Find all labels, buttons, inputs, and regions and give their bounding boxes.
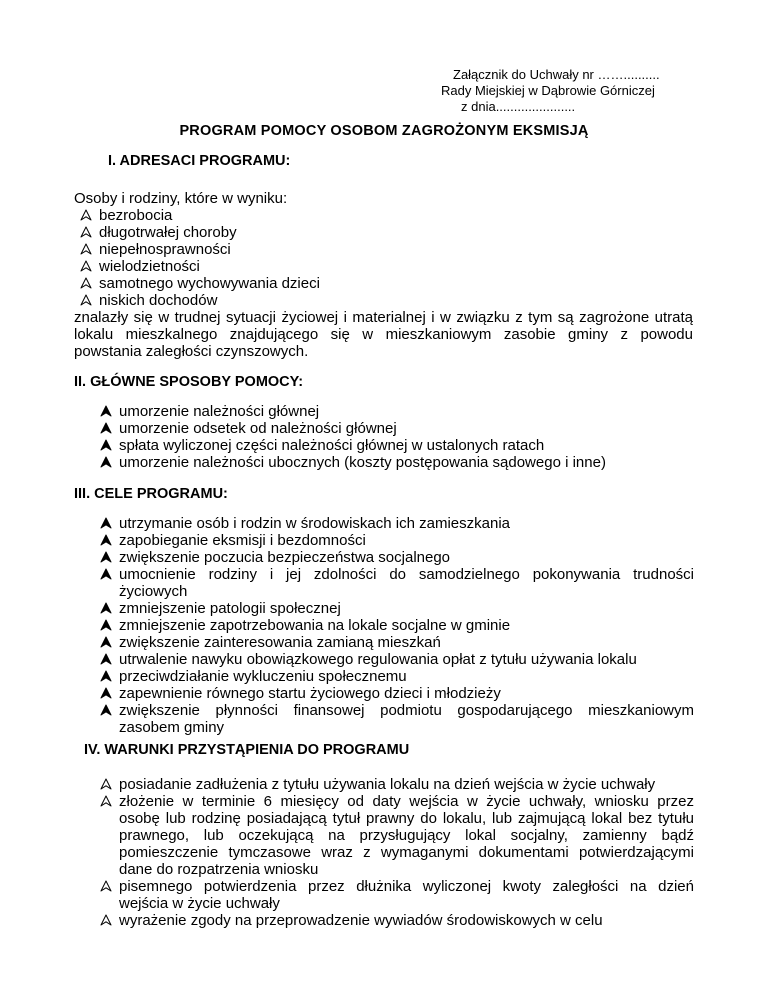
list-item-text [119,776,694,793]
list-item-text: samotnego wychowywania dzieci [99,275,320,292]
list-item [74,420,694,437]
list-item-text [119,566,694,600]
list-item-line: dane do rozpatrzenia wniosku [119,861,319,878]
list-item-line: zapobieganie eksmisji i bezdomności [119,532,366,549]
list-item [74,403,694,420]
list-item-text [119,532,694,549]
arrowhead-bullet-icon [100,914,112,926]
list-item-text [119,793,694,878]
arrowhead-bullet-icon [100,704,112,716]
list-item-line: wejścia w życie uchwały [119,895,280,912]
list-item-line: przeciwdziałanie wykluczeniu społecznemu [119,668,407,685]
section-3-heading: III. CELE PROGRAMU: [74,486,228,502]
list-item [74,878,694,912]
list-item [74,437,694,454]
arrowhead-bullet-icon [100,422,112,434]
list-item [74,617,694,634]
section-1-intro: Osoby i rodziny, które w wyniku: [74,190,288,207]
list-item-line: utrwalenie nawyku obowiązkowego regulowania opłat z tytułu używania lokalu [119,651,637,668]
list-item [74,258,694,275]
arrowhead-bullet-icon [100,880,112,892]
list-item-line: utrzymanie osób i rodzin w środowiskach ich zamieszkania [119,515,510,532]
list-item-text [119,878,694,912]
paragraph-line: lokalu mieszkalnego znajdującego się w mieszkaniowym zasobie gminy z powodu [74,326,693,343]
list-item-line: pomieszczenie tymczasowe wraz z wymaganymi dokumentami potwierdzającymi [119,844,694,861]
list-item [74,454,694,471]
arrowhead-bullet-icon [80,209,92,221]
paragraph-line: powstania zaległości czynszowych. [74,343,309,360]
list-item-text: bezrobocia [99,207,173,224]
list-item [74,702,694,736]
list-item-line: zmniejszenie zapotrzebowania na lokale socjalne w gminie [119,617,511,634]
list-item-text: umorzenie należności głównej [119,403,320,420]
arrowhead-bullet-icon [100,602,112,614]
list-item-line: prawnego, lub oczekującą na przysługujący lokal socjalny, zamienny bądź [119,827,694,844]
arrowhead-bullet-icon [80,277,92,289]
list-item-text [119,668,694,685]
section-1-heading: I. ADRESACI PROGRAMU: [108,153,291,169]
list-item [74,668,694,685]
arrowhead-bullet-icon [80,226,92,238]
section-3-list [74,515,694,736]
list-item-text [119,702,694,736]
list-item-text [119,685,694,702]
arrowhead-bullet-icon [100,405,112,417]
list-item-text: spłata wyliczonej części należności głównej w ustalonych ratach [119,437,545,454]
list-item-text: długotrwałej choroby [99,224,237,241]
list-item-text [119,549,694,566]
list-item [74,685,694,702]
list-item-line: wyrażenie zgody na przeprowadzenie wywiadów środowiskowych w celu [119,912,603,929]
list-item-line: zapewnienie równego startu życiowego dzieci i młodzieży [119,685,501,702]
section-1-list [74,207,694,309]
list-item [74,634,694,651]
list-item [74,549,694,566]
list-item-line: posiadanie zadłużenia z tytułu używania lokalu na dzień wejścia w życie uchwały [119,776,656,793]
list-item [74,793,694,878]
list-item [74,651,694,668]
list-item-line: zmniejszenie patologii społecznej [119,600,341,617]
list-item-text [119,600,694,617]
arrowhead-bullet-icon [100,551,112,563]
list-item-line: zwiększenie poczucia bezpieczeństwa socjalnego [119,549,451,566]
section-2-heading: II. GŁÓWNE SPOSOBY POMOCY: [74,374,304,390]
arrowhead-bullet-icon [100,619,112,631]
section-4-heading: IV. WARUNKI PRZYSTĄPIENIA DO PROGRAMU [84,742,410,758]
arrowhead-bullet-icon [100,636,112,648]
list-item-line: złożenie w terminie 6 miesięcy od daty wejścia w życie uchwały, wniosku przez [119,793,694,810]
list-item [74,241,694,258]
attachment-line-2: Rady Miejskiej w Dąbrowie Górniczej [441,83,655,98]
list-item-line: zasobem gminy [119,719,225,736]
arrowhead-bullet-icon [100,653,112,665]
list-item-line: pisemnego potwierdzenia przez dłużnika wyliczonej kwoty zaległości na dzień [119,878,694,895]
list-item-text [119,651,694,668]
attachment-line-3: z dnia...................... [461,99,576,114]
list-item [74,224,694,241]
list-item-text [119,617,694,634]
list-item-text: wielodzietności [99,258,200,275]
document-title: PROGRAM POMOCY OSOBOM ZAGROŻONYM EKSMISJĄ [179,123,589,139]
list-item-text [119,912,694,929]
list-item [74,292,694,309]
list-item [74,912,694,929]
arrowhead-bullet-icon [100,795,112,807]
list-item-line: umocnienie rodziny i jej zdolności do samodzielnego pokonywania trudności [119,566,694,583]
list-item [74,207,694,224]
arrowhead-bullet-icon [100,517,112,529]
list-item [74,515,694,532]
list-item-text [119,515,694,532]
list-item-line: zwiększenie płynności finansowej podmiotu gospodarującego mieszkaniowym [119,702,694,719]
arrowhead-bullet-icon [100,568,112,580]
arrowhead-bullet-icon [80,243,92,255]
section-4-list [74,776,694,929]
list-item-line: osobę lub rodzinę posiadającą tytuł prawny do lokalu, lub zajmującą lokal bez tytułu [119,810,694,827]
list-item-text: umorzenie należności ubocznych (koszty postępowania sądowego i inne) [119,454,606,471]
arrowhead-bullet-icon [80,260,92,272]
arrowhead-bullet-icon [100,439,112,451]
list-item-line: zwiększenie zainteresowania zamianą mieszkań [119,634,441,651]
list-item [74,566,694,600]
section-1-outro [74,309,693,360]
arrowhead-bullet-icon [80,294,92,306]
list-item-text [119,634,694,651]
arrowhead-bullet-icon [100,670,112,682]
paragraph-line: znalazły się w trudnej sytuacji życiowej i materialnej i w związku z tym są zagrożone utratą [74,309,693,326]
list-item-text: niepełnosprawności [99,241,231,258]
list-item-text: niskich dochodów [99,292,218,309]
arrowhead-bullet-icon [100,778,112,790]
list-item [74,532,694,549]
list-item [74,600,694,617]
arrowhead-bullet-icon [100,534,112,546]
list-item-line: życiowych [119,583,188,600]
list-item [74,776,694,793]
attachment-line-1: Załącznik do Uchwały nr …….......... [453,67,660,82]
arrowhead-bullet-icon [100,456,112,468]
list-item [74,275,694,292]
list-item-text: umorzenie odsetek od należności głównej [119,420,397,437]
arrowhead-bullet-icon [100,687,112,699]
section-2-list [74,403,694,471]
